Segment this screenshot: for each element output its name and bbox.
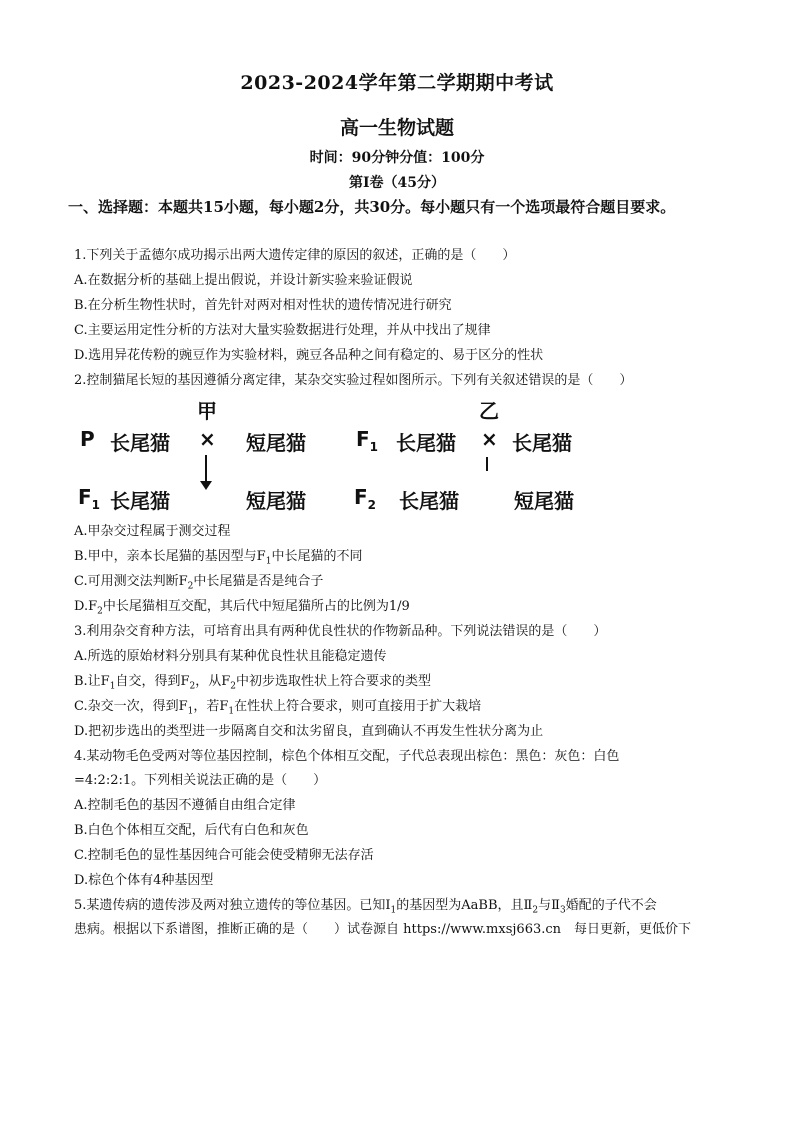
jia-offspring-short: 短尾猫	[246, 489, 306, 513]
q4-option-c: C.控制毛色的显性基因纯合可能会使受精卵无法存活	[74, 848, 374, 863]
q1-stem: 1.下列关于孟德尔成功揭示出两大遗传定律的原因的叙述，正确的是（ ）	[74, 248, 516, 263]
q5-stem-line2: 患病。根据以下系谱图，推断正确的是（ ）试卷源自 https://www.mxsj663.cn 每日更新，更低价下	[74, 922, 692, 937]
generation-p: P	[80, 427, 95, 451]
jia-cross-sign: ×	[199, 427, 216, 451]
q4-option-a: A.控制毛色的基因不遵循自由组合定律	[74, 798, 296, 813]
q1-option-c: C.主要运用定性分析的方法对大量实验数据进行处理，并从中找出了规律	[74, 323, 491, 338]
q2-option-c: C.可用测交法判断$F_2$中长尾猫是否是纯合子	[74, 574, 324, 592]
jia-offspring-long: 长尾猫	[110, 489, 170, 513]
exam-part: 第I卷（45分）	[348, 175, 446, 191]
label-jia: 甲	[197, 399, 217, 423]
q2-option-d: $D.F_2$中长尾猫相互交配，其后代中短尾猫所占的比例为1/9	[74, 599, 410, 617]
yi-parent-long-2: 长尾猫	[512, 431, 572, 455]
yi-cross-sign: ×	[481, 427, 498, 451]
section-heading: 一、选择题：本题共15小题，每小题2分，共30分。每小题只有一个选项最符合题目要求。	[68, 198, 676, 216]
q4-option-d: D.棕色个体有4种基因型	[74, 873, 214, 888]
yi-parent-long-1: 长尾猫	[396, 431, 456, 455]
q1-option-b: B.在分析生物性状时，首先针对两对相对性状的遗传情况进行研究	[74, 298, 452, 313]
q4-stem-line2: =4:2:2:1。下列相关说法正确的是（ ）	[74, 773, 327, 788]
q2-option-a: A.甲杂交过程属于测交过程	[74, 524, 231, 539]
label-yi: 乙	[479, 399, 499, 423]
yi-arrow-line	[486, 457, 488, 471]
q3-option-a: A.所选的原始材料分别具有某种优良性状且能稳定遗传	[74, 649, 387, 664]
q3-stem: 3.利用杂交育种方法，可培育出具有两种优良性状的作物新品种。下列说法错误的是（ ）	[74, 624, 607, 639]
jia-parent-long: 长尾猫	[110, 431, 170, 455]
yi-offspring-short: 短尾猫	[514, 489, 574, 513]
q3-option-c: C.杂交一次，得到$F_1$，若$F_1$在性状上符合要求，则可直接用于扩大栽培	[74, 699, 482, 717]
q4-option-b: B.白色个体相互交配，后代有白色和灰色	[74, 823, 309, 838]
generation-f2-yi: $F_2$	[354, 485, 377, 512]
q1-option-d: D.选用异花传粉的豌豆作为实验材料，豌豆各品种之间有稳定的、易于区分的性状	[74, 348, 544, 363]
exam-title: 2023-2024学年第二学期期中考试	[240, 72, 554, 94]
jia-arrow-head	[200, 481, 212, 490]
generation-f1-jia: $F_1$	[78, 485, 101, 512]
q3-option-b: B.让$F_1$自交，得到$F_2$，从$F_2$中初步选取性状上符合要求的类型	[74, 674, 431, 692]
exam-meta: 时间：90分钟分值：100分	[309, 150, 485, 166]
jia-parent-short: 短尾猫	[246, 431, 306, 455]
q5-stem-line1: 5.某遗传病的遗传涉及两对独立遗传的等位基因。已知$Ⅰ_1$的基因型为AaBB，且$Ⅱ_2$与$Ⅱ_3$婚配的子代不会	[74, 898, 657, 916]
q2-stem: 2.控制猫尾长短的基因遵循分离定律，某杂交实验过程如图所示。下列有关叙述错误的是（ ）	[74, 373, 633, 388]
q2-option-b: B.甲中，亲本长尾猫的基因型与$F_1$中长尾猫的不同	[74, 549, 363, 567]
q4-stem-line1: 4.某动物毛色受两对等位基因控制，棕色个体相互交配，子代总表现出棕色：黑色：灰色：白色	[74, 749, 620, 764]
cross-diagram	[74, 393, 734, 523]
yi-offspring-long: 长尾猫	[399, 489, 459, 513]
q3-option-d: D.把初步选出的类型进一步隔离自交和汰劣留良，直到确认不再发生性状分离为止	[74, 724, 544, 739]
exam-subtitle: 高一生物试题	[339, 117, 454, 139]
generation-f1-yi: $F_1$	[356, 427, 379, 454]
q1-option-a: A.在数据分析的基础上提出假说，并设计新实验来验证假说	[74, 273, 413, 288]
